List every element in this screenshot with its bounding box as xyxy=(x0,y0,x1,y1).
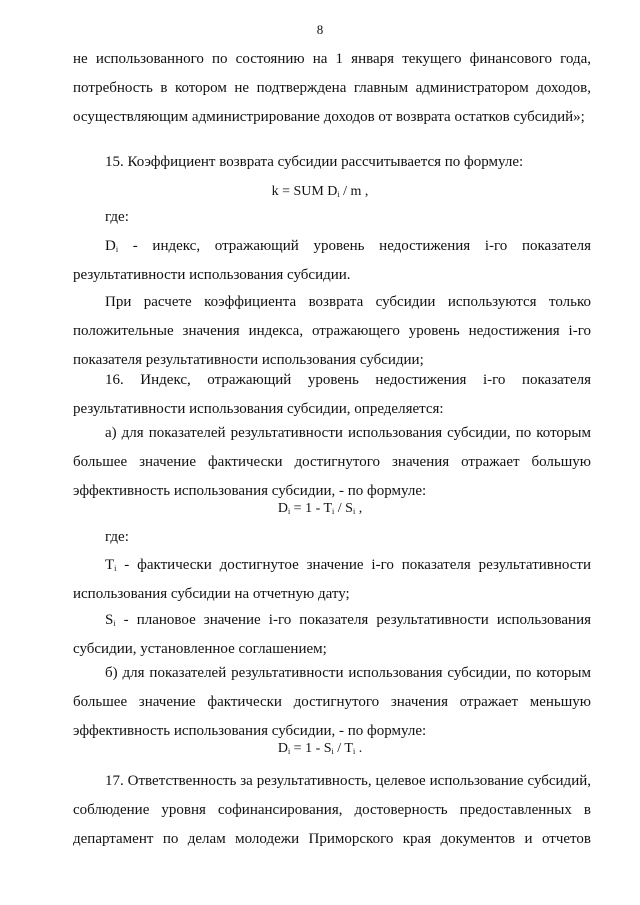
definition-si xyxy=(73,606,591,664)
paragraph-carryover xyxy=(73,45,591,132)
where-label-1 xyxy=(73,203,591,232)
paragraph-16 xyxy=(73,366,591,424)
paragraph-b xyxy=(73,659,591,746)
text-line: а) для показателей результативности использования субсидии, по которым xyxy=(105,425,591,441)
text-line: не использованного по состоянию на 1 января текущего финансового года, xyxy=(73,51,591,67)
text-line: результативности использования субсидии. xyxy=(73,267,351,283)
text-line: 15. Коэффициент возврата субсидии рассчитывается по формуле: xyxy=(105,154,524,170)
text-line: большее значение фактически достигнутого значения отражает меньшую xyxy=(73,694,591,710)
text-line: потребность в котором не подтверждена главным администратором доходов, xyxy=(73,80,591,96)
text-line: большее значение фактически достигнутого значения отражает большую xyxy=(73,454,591,470)
where-label-2 xyxy=(73,523,591,552)
text-line: соблюдение уровня софинансирования, достоверность предоставленных в xyxy=(73,802,591,818)
text-line: осуществляющим администрирование доходов от возврата остатков субсидий»; xyxy=(73,109,585,125)
text-line: где: xyxy=(105,529,129,545)
text-line: использования субсидии на отчетную дату; xyxy=(73,586,350,602)
text-line: департамент по делам молодежи Приморского края документов и отчетов xyxy=(73,831,591,847)
paragraph-a xyxy=(73,419,591,506)
text-line: б) для показателей результативности использования субсидии, по которым xyxy=(105,665,591,681)
text-line: субсидии, установленное соглашением; xyxy=(73,641,327,657)
text-line: показателя результативности использования субсидии; xyxy=(73,352,424,368)
formula-di-b: $D_i = 1 - S_i / T_i$ . xyxy=(277,741,363,756)
paragraph-17 xyxy=(73,767,591,854)
text-line: $T_i$ - фактически достигнутое значение i-го показателя результативности xyxy=(105,557,591,573)
definition-di xyxy=(73,232,591,290)
text-line: $S_i$ - плановое значение i-го показателя результативности использования xyxy=(105,612,591,628)
text-line: 17. Ответственность за результативность, целевое использование субсидий, xyxy=(105,773,591,789)
definition-ti xyxy=(73,551,591,609)
paragraph-positive-values xyxy=(73,288,591,375)
paragraph-15 xyxy=(73,148,591,177)
text-line: эффективность использования субсидии, - по формуле: xyxy=(73,483,427,499)
text-line: $D_i$ - индекс, отражающий уровень недостижения i-го показателя xyxy=(105,238,591,254)
formula-di-a: $D_i = 1 - T_i / S_i$ , xyxy=(277,501,363,516)
page-number: 8 xyxy=(316,22,324,37)
text-line: где: xyxy=(105,209,129,225)
text-line: 16. Индекс, отражающий уровень недостижения i-го показателя xyxy=(105,372,591,388)
text-line: результативности использования субсидии, определяется: xyxy=(73,401,444,417)
text-line: эффективность использования субсидии, - по формуле: xyxy=(73,723,427,739)
formula-k: k = SUM $D_i$ / m , xyxy=(271,184,369,199)
text-line: При расчете коэффициента возврата субсидии используются только xyxy=(105,294,591,310)
text-line: положительные значения индекса, отражающего уровень недостижения i-го xyxy=(73,323,591,339)
